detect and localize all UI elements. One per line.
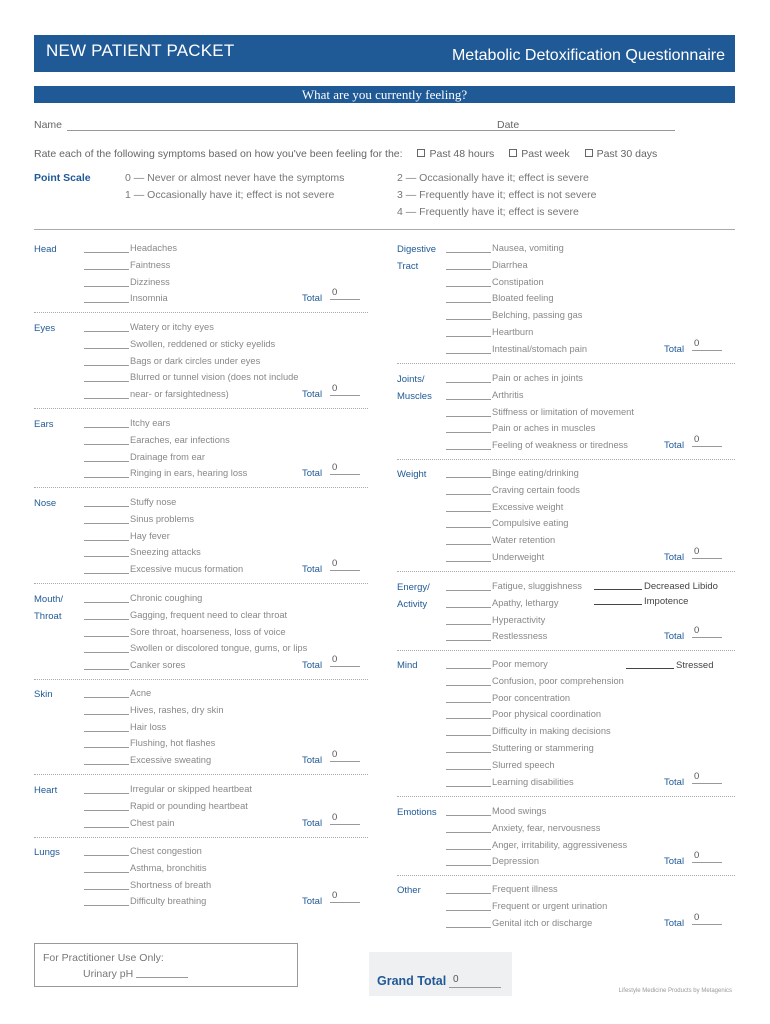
total-value[interactable]: 0 xyxy=(330,890,360,903)
section-total xyxy=(302,654,338,672)
score-field[interactable] xyxy=(446,477,491,478)
section-total xyxy=(664,625,700,643)
score-field[interactable] xyxy=(84,827,129,828)
total-label: Total xyxy=(664,440,685,452)
symptom-label: Craving certain foods xyxy=(492,484,580,495)
section-total xyxy=(664,337,700,355)
score-field[interactable] xyxy=(84,477,129,478)
score-field[interactable] xyxy=(84,747,129,748)
score-field[interactable] xyxy=(84,669,129,670)
impotence-item[interactable] xyxy=(594,596,688,607)
total-value[interactable]: 0 xyxy=(692,434,722,447)
symptom-label: Excessive sweating xyxy=(130,755,212,766)
symptom-label: Confusion, poor comprehension xyxy=(492,675,624,686)
section-separator xyxy=(397,571,735,572)
score-field[interactable] xyxy=(446,511,491,512)
symptom-label: Hair loss xyxy=(130,721,167,732)
symptom-label: Poor physical coordination xyxy=(492,709,602,720)
score-field[interactable] xyxy=(446,336,491,337)
section-nose-label: Nose xyxy=(34,498,57,509)
score-field[interactable] xyxy=(84,905,129,906)
section-separator xyxy=(397,363,735,364)
symptom-label: Difficulty in making decisions xyxy=(492,726,611,737)
score-field[interactable] xyxy=(446,382,491,383)
total-value[interactable]: 0 xyxy=(692,771,722,784)
rate-text: Rate each of the following symptoms based on how you've been feeling for the: xyxy=(34,148,403,160)
section-separator xyxy=(34,774,368,775)
symptom-label: Frequent illness xyxy=(492,884,558,894)
section-total xyxy=(302,383,338,401)
score-field[interactable] xyxy=(84,602,129,603)
scale-3: 3 — Frequently have it; effect is not severe xyxy=(397,189,597,201)
score-field[interactable] xyxy=(446,399,491,400)
total-label: Total xyxy=(664,776,685,788)
symptom-label: Slurred speech xyxy=(492,759,555,770)
total-value[interactable]: 0 xyxy=(330,462,360,475)
total-value[interactable]: 0 xyxy=(330,654,360,667)
score-field[interactable] xyxy=(446,640,491,641)
score-field[interactable] xyxy=(84,731,129,732)
score-field[interactable] xyxy=(446,624,491,625)
total-label: Total xyxy=(302,896,323,908)
practitioner-title: For Practitioner Use Only: xyxy=(43,952,164,964)
symptom-label: Diarrhea xyxy=(492,259,528,270)
section-separator xyxy=(34,837,368,838)
total-label: Total xyxy=(302,564,323,576)
section-total xyxy=(302,558,338,576)
practitioner-box xyxy=(34,943,298,987)
total-label: Total xyxy=(302,389,323,401)
score-field[interactable] xyxy=(84,556,129,557)
total-label: Total xyxy=(302,817,323,829)
header-banner xyxy=(34,35,735,72)
symptom-label: Water retention xyxy=(492,535,556,546)
score-field[interactable] xyxy=(446,590,491,591)
total-value[interactable]: 0 xyxy=(692,625,722,638)
section-skin-label: Skin xyxy=(34,689,53,700)
section-heart-label: Heart xyxy=(34,785,58,796)
section-ears-label: Ears xyxy=(34,419,54,430)
symptom-label: Learning disabilities xyxy=(492,776,574,787)
section-separator xyxy=(397,459,735,460)
symptom-label: Ringing in ears, hearing loss xyxy=(130,468,248,479)
symptom-label: Dizziness xyxy=(130,276,170,287)
score-field[interactable] xyxy=(84,252,129,253)
score-field[interactable] xyxy=(446,832,491,833)
symptom-label: Belching, passing gas xyxy=(492,310,583,321)
checkbox-30-days[interactable] xyxy=(585,149,593,157)
score-field[interactable] xyxy=(84,398,129,399)
score-field[interactable] xyxy=(84,444,129,445)
total-value[interactable]: 0 xyxy=(330,383,360,396)
symptom-label: Binge eating/drinking xyxy=(492,468,579,478)
symptom-label: Pain or aches in joints xyxy=(492,373,583,383)
symptom-label: Faintness xyxy=(130,259,171,270)
symptom-label: Stiffness or limitation of movement xyxy=(492,406,634,417)
symptom-label: Acne xyxy=(130,688,152,698)
symptom-label: Nausea, vomiting xyxy=(492,243,564,253)
score-field[interactable] xyxy=(84,872,129,873)
score-field[interactable] xyxy=(446,927,491,928)
section-separator xyxy=(34,487,368,488)
score-field[interactable] xyxy=(446,449,491,450)
symptom-label: Arthritis xyxy=(492,389,524,400)
section-joints-muscles-label: Joints/ Muscles xyxy=(397,374,432,402)
divider xyxy=(34,229,735,230)
score-field[interactable] xyxy=(446,252,491,253)
grand-total-box xyxy=(369,952,512,996)
section-energy-activity-label: Energy/ Activity xyxy=(397,582,430,610)
score-field[interactable] xyxy=(84,540,129,541)
stressed-label: Stressed xyxy=(676,660,714,671)
score-field[interactable] xyxy=(446,769,491,770)
symptom-label: Stuttering or stammering xyxy=(492,743,594,753)
symptom-label: Poor memory xyxy=(492,659,548,669)
score-field[interactable] xyxy=(446,607,491,608)
score-field[interactable] xyxy=(84,302,129,303)
section-mouth-throat-label: Mouth/ Throat xyxy=(34,594,64,622)
score-field[interactable] xyxy=(446,319,491,320)
symptom-label: Constipation xyxy=(492,276,544,287)
total-value[interactable]: 0 xyxy=(330,812,360,825)
section-total xyxy=(664,911,700,929)
section-eyes-label: Eyes xyxy=(34,323,56,334)
section-separator xyxy=(34,583,368,584)
symptom-label: Underweight xyxy=(492,552,545,562)
date-label: Date xyxy=(497,119,520,131)
score-field[interactable] xyxy=(84,269,129,270)
symptom-label: Headaches xyxy=(130,243,178,253)
score-field[interactable] xyxy=(84,331,129,332)
symptom-label: Irregular or skipped heartbeat xyxy=(130,784,252,794)
total-label: Total xyxy=(664,343,685,355)
symptom-label: Poor concentration xyxy=(492,692,571,703)
section-total xyxy=(664,434,700,452)
total-value[interactable]: 0 xyxy=(692,546,722,559)
symptom-label: Insomnia xyxy=(130,293,168,304)
symptom-label: Sinus problems xyxy=(130,513,195,524)
symptom-label: Frequent or urgent urination xyxy=(492,900,608,911)
score-field[interactable] xyxy=(446,353,491,354)
option-past-week: Past week xyxy=(521,148,570,160)
score-field[interactable] xyxy=(84,461,129,462)
score-field[interactable] xyxy=(446,416,491,417)
footer-credit: Lifestyle Medicine Products by Metagenics xyxy=(618,988,732,994)
score-field[interactable] xyxy=(446,527,491,528)
symptom-label: Difficulty breathing xyxy=(130,896,207,907)
packet-title: NEW PATIENT PACKET xyxy=(46,41,235,60)
section-lungs-label: Lungs xyxy=(34,847,60,858)
score-field[interactable] xyxy=(84,506,129,507)
total-label: Total xyxy=(664,631,685,643)
score-field[interactable] xyxy=(84,523,129,524)
total-label: Total xyxy=(302,660,323,672)
section-separator xyxy=(397,875,735,876)
score-field[interactable] xyxy=(84,793,129,794)
score-field[interactable] xyxy=(84,889,129,890)
symptom-label: Gagging, frequent need to clear throat xyxy=(130,609,288,620)
symptom-label: Swollen, reddened or sticky eyelids xyxy=(130,338,276,349)
symptom-label: Heartburn xyxy=(492,327,534,337)
score-field[interactable] xyxy=(446,702,491,703)
symptom-label: Restlessness xyxy=(492,631,548,642)
section-mind-label: Mind xyxy=(397,660,418,671)
total-label: Total xyxy=(302,755,323,767)
section-total xyxy=(302,749,338,767)
score-field[interactable] xyxy=(446,432,491,433)
total-value[interactable]: 0 xyxy=(692,338,722,351)
symptom-label: Blurred or tunnel vision (does not include xyxy=(130,372,299,383)
symptom-label: Anxiety, fear, nervousness xyxy=(492,822,601,833)
section-total xyxy=(302,287,338,305)
total-label: Total xyxy=(664,856,685,868)
score-field[interactable] xyxy=(446,893,491,894)
symptom-label: Sneezing attacks xyxy=(130,547,201,558)
score-field[interactable] xyxy=(84,286,129,287)
section-total xyxy=(302,462,338,480)
symptom-label: Fatigue, sluggishness xyxy=(492,581,582,591)
name-label: Name xyxy=(34,119,63,131)
total-value[interactable]: 0 xyxy=(330,287,360,300)
section-head-label: Head xyxy=(34,244,57,255)
symptom-label: Stuffy nose xyxy=(130,497,177,507)
score-field[interactable] xyxy=(84,636,129,637)
subheader: What are you currently feeling? xyxy=(34,86,735,103)
symptom-label: Canker sores xyxy=(130,660,186,671)
symptom-label: Excessive mucus formation xyxy=(130,564,244,575)
score-field[interactable] xyxy=(446,269,491,270)
symptom-label: Apathy, lethargy xyxy=(492,597,559,608)
name-field[interactable] xyxy=(67,119,525,131)
decreased-libido-label: Decreased Libido xyxy=(644,581,718,592)
score-field[interactable] xyxy=(84,427,129,428)
symptom-label: Anger, irritability, aggressiveness xyxy=(492,839,628,850)
symptom-label: Compulsive eating xyxy=(492,518,569,529)
section-separator xyxy=(34,312,368,313)
questionnaire-title: Metabolic Detoxification Questionnaire xyxy=(451,47,725,64)
score-field[interactable] xyxy=(446,752,491,753)
section-total xyxy=(664,850,700,868)
score-field[interactable] xyxy=(84,764,129,765)
score-field[interactable] xyxy=(84,714,129,715)
total-label: Total xyxy=(302,293,323,305)
rate-instructions xyxy=(34,148,657,160)
checkbox-past-week[interactable] xyxy=(509,149,517,157)
point-scale-label: Point Scale xyxy=(34,172,91,184)
score-field[interactable] xyxy=(446,494,491,495)
symptom-label: Watery or itchy eyes xyxy=(130,322,214,332)
symptom-label: Bags or dark circles under eyes xyxy=(130,355,261,366)
section-separator xyxy=(34,679,368,680)
urinary-ph-row[interactable] xyxy=(43,966,289,982)
score-field[interactable] xyxy=(446,815,491,816)
score-field[interactable] xyxy=(84,365,129,366)
score-field[interactable] xyxy=(446,910,491,911)
symptom-label: Mood swings xyxy=(492,806,547,816)
symptom-label: Hay fever xyxy=(130,530,170,541)
checkbox-48-hours[interactable] xyxy=(417,149,425,157)
score-field[interactable] xyxy=(446,786,491,787)
symptom-label: Feeling of weakness or tiredness xyxy=(492,440,628,451)
symptom-label: Drainage from ear xyxy=(130,451,205,462)
total-label: Total xyxy=(302,468,323,480)
section-separator xyxy=(34,408,368,409)
symptom-label: Intestinal/stomach pain xyxy=(492,343,588,354)
score-field[interactable] xyxy=(84,652,129,653)
scale-0: 0 — Never or almost never have the symptoms xyxy=(125,172,345,184)
decreased-libido-item[interactable] xyxy=(594,581,718,592)
section-total xyxy=(664,770,700,788)
score-field[interactable] xyxy=(446,286,491,287)
total-value[interactable]: 0 xyxy=(330,749,360,762)
urinary-ph-label: Urinary pH xyxy=(83,968,134,980)
section-total xyxy=(302,811,338,829)
urinary-ph-field[interactable] xyxy=(136,977,188,978)
symptom-label: Swollen or discolored tongue, gums, or lips xyxy=(130,643,308,654)
total-value[interactable]: 0 xyxy=(330,558,360,571)
date-field[interactable] xyxy=(522,119,675,131)
score-field[interactable] xyxy=(84,381,129,382)
grand-total-label: Grand Total xyxy=(377,974,447,988)
symptom-label: Excessive weight xyxy=(492,501,564,512)
score-field[interactable] xyxy=(84,810,129,811)
score-field[interactable] xyxy=(84,697,129,698)
score-field[interactable] xyxy=(446,718,491,719)
scale-left xyxy=(125,170,344,204)
section-separator xyxy=(397,650,735,651)
score-field[interactable] xyxy=(84,573,129,574)
score-field[interactable] xyxy=(446,849,491,850)
symptom-label: Rapid or pounding heartbeat xyxy=(130,800,248,811)
score-field[interactable] xyxy=(446,544,491,545)
section-weight-label: Weight xyxy=(397,469,427,480)
symptom-label: near- or farsightedness) xyxy=(130,389,229,400)
score-field[interactable] xyxy=(446,668,491,669)
option-48-hours: Past 48 hours xyxy=(429,148,495,160)
total-value[interactable]: 0 xyxy=(692,912,722,925)
symptom-label: Flushing, hot flashes xyxy=(130,738,216,749)
score-field[interactable] xyxy=(446,865,491,866)
section-total xyxy=(664,546,700,563)
symptom-label: Shortness of breath xyxy=(130,879,212,890)
symptom-label: Genital itch or discharge xyxy=(492,917,593,928)
symptom-label: Chest pain xyxy=(130,817,175,828)
symptom-label: Chest congestion xyxy=(130,846,202,856)
total-label: Total xyxy=(664,917,685,929)
symptom-label: Pain or aches in muscles xyxy=(492,423,596,434)
grand-total-value[interactable]: 0 xyxy=(449,974,501,988)
impotence-label: Impotence xyxy=(644,596,689,607)
symptom-label: Asthma, bronchitis xyxy=(130,862,207,873)
symptom-label: Itchy ears xyxy=(130,418,171,428)
section-total xyxy=(302,890,338,908)
score-field[interactable] xyxy=(84,348,129,349)
score-field[interactable] xyxy=(446,561,491,562)
section-emotions-label: Emotions xyxy=(397,807,437,818)
section-separator xyxy=(397,796,735,797)
score-field[interactable] xyxy=(446,302,491,303)
stressed-item[interactable] xyxy=(626,660,714,671)
score-field[interactable] xyxy=(446,735,491,736)
section-digestive-tract-label: Digestive Tract xyxy=(397,244,437,272)
symptom-label: Hyperactivity xyxy=(492,614,546,625)
score-field[interactable] xyxy=(84,855,129,856)
scale-right xyxy=(397,170,596,221)
name-date-row xyxy=(34,119,735,133)
symptom-label: Sore throat, hoarseness, loss of voice xyxy=(130,626,286,637)
symptom-label: Chronic coughing xyxy=(130,593,203,603)
scale-2: 2 — Occasionally have it; effect is severe xyxy=(397,172,589,184)
total-value[interactable]: 0 xyxy=(692,850,722,863)
score-field[interactable] xyxy=(446,685,491,686)
scale-4: 4 — Frequently have it; effect is severe xyxy=(397,206,579,218)
symptom-label: Earaches, ear infections xyxy=(130,434,230,445)
scale-1: 1 — Occasionally have it; effect is not severe xyxy=(125,189,335,201)
symptom-label: Bloated feeling xyxy=(492,293,554,304)
option-30-days: Past 30 days xyxy=(596,148,658,160)
symptom-label: Hives, rashes, dry skin xyxy=(130,704,224,715)
total-label: Total xyxy=(664,552,685,563)
symptom-label: Depression xyxy=(492,856,540,867)
score-field[interactable] xyxy=(84,619,129,620)
section-other-label: Other xyxy=(397,885,421,896)
